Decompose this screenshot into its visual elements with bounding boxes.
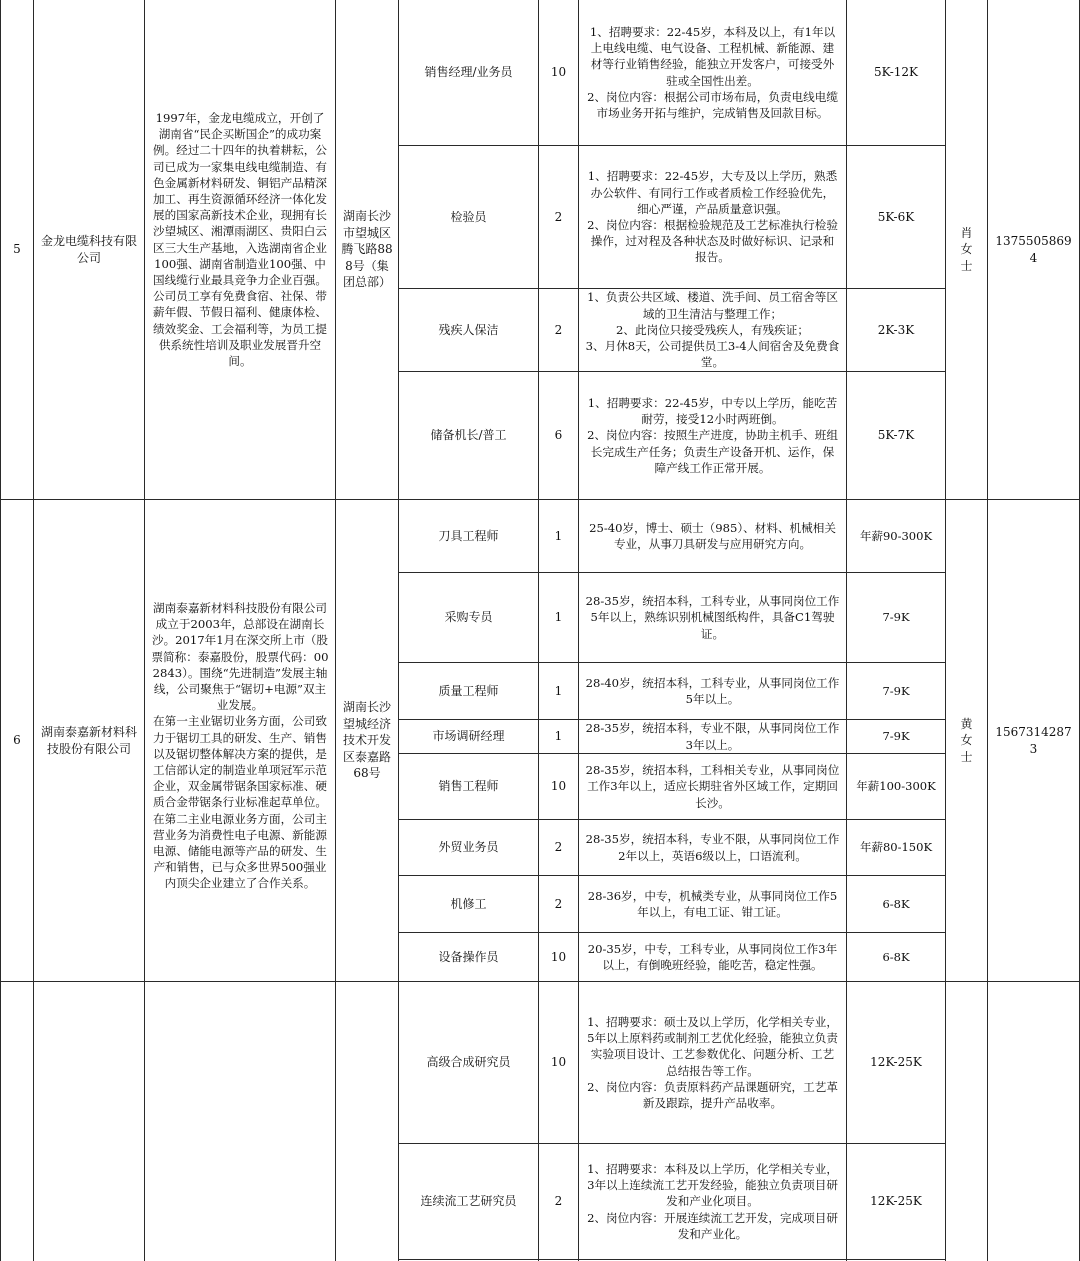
job-title: 高级合成研究员 [426,1055,511,1070]
job-salary: 2K-3K [877,322,915,337]
company-name: 金龙电缆科技有限公司 [40,234,137,265]
job-count: 10 [550,779,567,794]
job-count: 10 [550,65,567,80]
job-title: 销售经理/业务员 [424,65,513,80]
job-requirements: 25-40岁，博士、硕士（985）、材料、机械相关专业，从事刀具研发与应用研究方向。 [589,520,836,551]
job-title: 市场调研经理 [432,729,505,744]
job-requirements: 1、招聘要求：本科及以上学历，化学相关专业，3年以上连续流工艺开发经验，能独立负责项目研发和产业化项目。 2、岗位内容：开展连续流工艺开发，完成项目研发和产业化。 [587,1161,838,1241]
company-intro: 湖南泰嘉新材料科技股份有限公司成立于2003年，总部设在湖南长沙。2017年1月在深交所上市（股票简称：泰嘉股份，股票代码：002843）。围绕“先进制造”发展主轴线，公司聚焦于“锯切+电源”双主业发展。 在第一主业锯切业务方面，公司致力于锯切工具的研发、生产、销售以及锯切整体解决方案的提供，是工信部认定的制造业单项冠军示范企业，双金属带锯条国家标准、硬质合金带锯条行业标准起草单位。 在第二主业电源业务方面，公司主营业务为消费性电子电源、新能源电源、储能电源等产品的研发、生产和销售，已与众多世界500强业内顶尖企业建立了合作关系。 [151,601,329,891]
job-title: 储备机长/普工 [430,428,507,443]
job-salary: 6-8K [882,949,910,964]
contact-person: 黄女士 [960,716,973,764]
contact-phone: 13755058694 [995,234,1072,265]
company-name: 湖南泰嘉新材料科技股份有限公司 [40,725,137,756]
job-title: 残疾人保洁 [438,322,499,337]
job-requirements: 28-35岁，统招本科，工科相关专业，从事同岗位工作3年以上，适应长期驻省外区域工作，定期回长沙。 [585,763,840,810]
company-intro: 1997年，金龙电缆成立，开创了湖南省“民企买断国企”的成功案例。经过二十四年的执着耕耘，公司已成为一家集电线电缆制造、有色金属新材料研发、铜铝产品精深加工、再生资源循环经济一体化发展的国家高新技术企业，现拥有长沙望城区、湘潭雨湖区、贵阳白云区三大生产基地，入选湖南省企业100强、湖南省制造业100强、中国线缆行业最具竞争力企业百强。公司员工享有免费食宿、社保、带薪年假、节假日福利、健康体检、绩效奖金、工会福利等，为员工提供系统性培训及职业发展晋升空间。 [153,111,327,369]
company-address: 湖南长沙望城经济技术开发区泰嘉路68号 [342,700,391,781]
job-title: 采购专员 [444,610,493,625]
job-count: 2 [554,840,563,855]
job-count: 1 [554,683,563,698]
job-title: 机修工 [450,896,487,911]
job-salary: 年薪90-300K [859,528,933,543]
job-title: 设备操作员 [438,949,499,964]
job-title: 外贸业务员 [438,840,499,855]
job-title: 连续流工艺研究员 [420,1194,517,1209]
job-salary: 5K-7K [877,428,915,443]
job-requirements: 1、招聘要求：22-45岁，中专以上学历，能吃苦耐劳，接受12小时两班倒。 2、岗位内容：按照生产进度，协助主机手、班组长完成生产任务；负责生产设备开机、运作，保障产线工作正常开展。 [587,395,838,475]
company-number: 6 [13,733,21,748]
company-address [336,982,398,1261]
job-requirements: 28-35岁，统招本科，工科专业，从事同岗位工作5年以上，熟练识别机械图纸构件，具备C1驾驶证。 [585,594,840,641]
job-salary: 7-9K [882,729,910,744]
company-number: 5 [13,242,21,257]
job-salary: 年薪100-300K [856,779,936,794]
job-requirements: 1、招聘要求：22-45岁，大专及以上学历，熟悉办公软件、有同行工作或者质检工作经验优先，细心严谨，产品质量意识强。 2、岗位内容：根据检验规范及工艺标准执行检验操作，过对程及各种状态及时做好标识、记录和报告。 [587,169,838,265]
job-salary: 5K-6K [877,209,915,224]
job-title: 销售工程师 [438,779,499,794]
job-salary: 12K-25K [870,1055,922,1070]
job-count: 1 [554,610,563,625]
job-count: 6 [554,428,563,443]
job-requirements: 1、招聘要求：22-45岁，本科及以上，有1年以上电线电缆、电气设备、工程机械、新能源、建材等行业销售经验，能独立开发客户，可接受外驻或全国性出差。 2、岗位内容：根据公司市场布局，负责电线电缆市场业务开拓与维护，完成销售及回款目标。 [587,24,838,120]
contact-person [946,982,987,1261]
company-name [34,982,144,1261]
job-salary: 12K-25K [870,1194,922,1209]
company-number [1,982,33,1261]
job-title: 质量工程师 [438,683,499,698]
job-count: 10 [550,949,567,964]
job-count: 1 [554,729,563,744]
job-title: 检验员 [450,209,487,224]
job-requirements: 28-35岁，统招本科，专业不限，从事同岗位工作2年以上，英语6级以上，口语流利。 [585,832,840,863]
contact-phone [988,982,1079,1261]
job-requirements: 1、招聘要求：硕士及以上学历，化学相关专业，5年以上原料药或制剂工艺优化经验，能独立负责实验项目设计、工艺参数优化、问题分析、工艺总结报告等工作。 2、岗位内容：负责原料药产品课题研究，工艺革新及跟踪，提升产品收率。 [587,1014,838,1110]
job-count: 2 [554,896,563,911]
contact-person: 肖女士 [960,225,973,273]
job-requirements: 28-35岁，统招本科，专业不限，从事同岗位工作3年以上。 [585,721,840,752]
job-requirements: 20-35岁，中专，工科专业，从事同岗位工作3年以上，有倒晚班经验，能吃苦，稳定性强。 [587,941,838,972]
job-requirements: 1、负责公共区域、楼道、洗手间、员工宿舍等区域的卫生清洁与整理工作； 2、此岗位只接受残疾人，有残疾证； 3、月休8天，公司提供员工3-4人间宿舍及免费食堂。 [585,290,840,370]
job-count: 10 [550,1055,567,1070]
job-row-divider [398,1259,946,1260]
job-title: 刀具工程师 [438,528,499,543]
job-count: 2 [554,322,563,337]
job-salary: 7-9K [882,610,910,625]
job-count: 2 [554,1194,563,1209]
company-intro [145,982,335,1261]
company-address: 湖南长沙市望城区腾飞路888号（集团总部） [341,209,393,290]
job-count: 1 [554,528,563,543]
job-salary: 5K-12K [873,65,918,80]
job-requirements: 28-36岁，中专，机械类专业，从事同岗位工作5年以上，有电工证、钳工证。 [587,888,838,919]
job-salary: 7-9K [882,683,910,698]
job-count: 2 [554,209,563,224]
contact-phone: 15673142873 [995,725,1072,756]
job-salary: 6-8K [882,896,910,911]
job-salary: 年薪80-150K [859,840,933,855]
job-requirements: 28-40岁，统招本科，工科专业，从事同岗位工作5年以上。 [585,675,840,706]
